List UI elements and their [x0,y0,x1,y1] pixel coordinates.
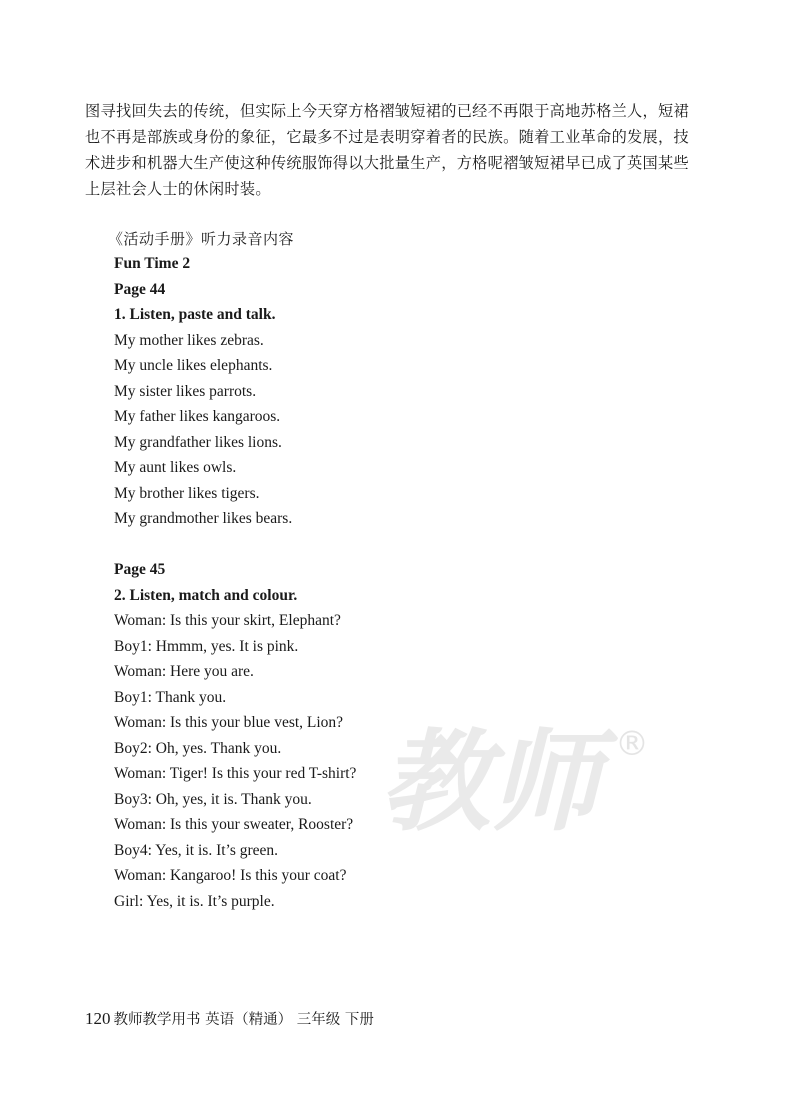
book-title: 教师教学用书 英语（精通） 三年级 下册 [113,1012,374,1028]
dialogue-line: Boy3: Oh, yes, it is. Thank you. [114,791,312,808]
list-item: My grandmother likes bears. [114,510,293,527]
page44-label: Page 44 [114,281,166,298]
publisher-watermark [360,705,660,845]
dialogue-line: Woman: Is this your blue vest, Lion? [114,714,344,731]
page45-task: 2. Listen, match and colour. [114,587,298,604]
registered-mark-icon: ® [615,724,649,764]
dialogue-line: Woman: Here you are. [114,663,254,680]
page-footer [85,1008,374,1029]
intro-line: 术进步和机器大生产使这种传统服饰得以大批量生产，方格呢褶皱短裙早已成了英国某些 [85,154,690,172]
dialogue-line: Woman: Tiger! Is this your red T-shirt? [114,765,357,782]
dialogue-line: Girl: Yes, it is. It’s purple. [114,893,275,910]
list-item: My grandfather likes lions. [114,434,282,451]
section-heading: 《活动手册》听力录音内容 [108,230,295,248]
list-item: My sister likes parrots. [114,383,257,400]
page-number: 120 [85,1009,111,1028]
page44-task: 1. Listen, paste and talk. [114,306,276,323]
dialogue-line: Boy4: Yes, it is. It’s green. [114,842,279,859]
intro-line: 图寻找回失去的传统，但实际上今天穿方格褶皱短裙的已经不再限于高地苏格兰人，短裙 [85,102,690,120]
fun-time-heading: Fun Time 2 [114,255,191,272]
watermark-glyphs: 教师 [380,717,600,845]
intro-paragraph [85,98,710,202]
dialogue-line: Woman: Is this your sweater, Rooster? [114,816,354,833]
dialogue-line: Boy2: Oh, yes. Thank you. [114,740,282,757]
dialogue-line: Boy1: Hmmm, yes. It is pink. [114,638,299,655]
intro-line: 上层社会人士的休闲时装。 [85,180,271,198]
list-item: My aunt likes owls. [114,459,237,476]
page45-label: Page 45 [114,561,166,578]
list-item: My mother likes zebras. [114,332,264,349]
dialogue-line: Woman: Is this your skirt, Elephant? [114,612,341,629]
dialogue-line: Woman: Kangaroo! Is this your coat? [114,867,347,884]
dialogue-line: Boy1: Thank you. [114,689,227,706]
list-item: My uncle likes elephants. [114,357,273,374]
list-item: My brother likes tigers. [114,485,260,502]
list-item: My father likes kangaroos. [114,408,281,425]
intro-line: 也不再是部族或身份的象征，它最多不过是表明穿着者的民族。随着工业革命的发展，技 [85,128,690,146]
